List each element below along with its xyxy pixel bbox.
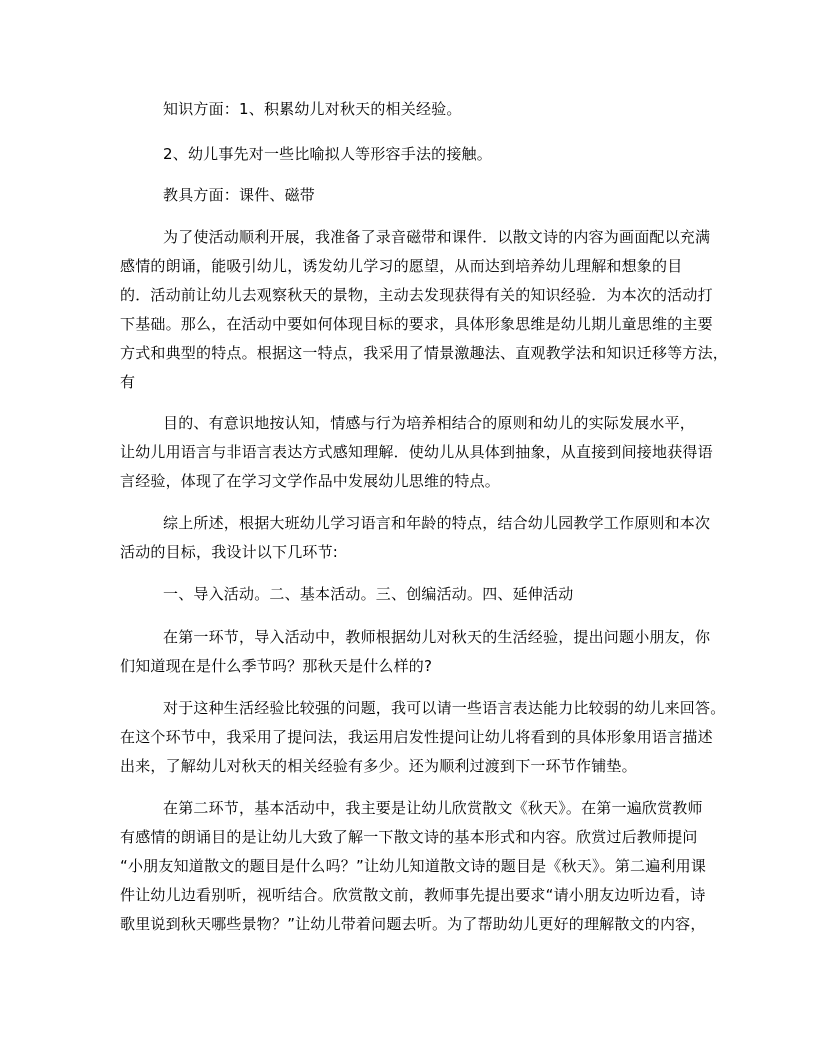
text-line: 歌里说到秋天哪些景物？”让幼儿带着问题去听。为了帮助幼儿更好的理解散文的内容， [120, 915, 706, 933]
text-line: 件让幼儿边看别听，视听结合。欣赏散文前，教师事先提出要求“请小朋友边听边看，诗 [120, 886, 706, 904]
text-line: 在第一环节，导入活动中，教师根据幼儿对秋天的生活经验，提出问题小朋友，你 [163, 628, 711, 646]
text-line: 为了使活动顺利开展，我准备了录音磁带和课件．以散文诗的内容为画面配以充满 [163, 228, 711, 246]
text-line: 言经验，体现了在学习文学作品中发展幼儿思维的特点。 [120, 472, 501, 490]
text-line: 知识方面：1、积累幼儿对秋天的相关经验。 [163, 100, 462, 118]
text-line: 一、导入活动。二、基本活动。三、创编活动。四、延伸活动 [163, 585, 574, 603]
text-line: “小朋友知道散文的题目是什么吗？”让幼儿知道散文诗的题目是《秋天》。第二遍利用课 [120, 857, 707, 875]
text-line: 教具方面：课件、磁带 [163, 186, 316, 204]
text-line: 下基础。那么，在活动中要如何体现目标的要求，具体形象思维是幼儿期儿童思维的主要 [120, 315, 713, 333]
text-line: 有感情的朗诵目的是让幼儿大致了解一下散文诗的基本形式和内容。欣赏过后教师提问 [120, 828, 698, 846]
text-line: 有 [120, 373, 136, 391]
text-line: 出来，了解幼儿对秋天的相关经验有多少。还为顺利过渡到下一环节作铺垫。 [120, 757, 637, 775]
text-line: 活动的目标，我设计以下几环节: [120, 543, 339, 561]
text-line: 的．活动前让幼儿去观察秋天的景物，主动去发现获得有关的知识经验．为本次的活动打 [120, 286, 713, 304]
text-line: 2、幼儿事先对一些比喻拟人等形容手法的接触。 [163, 145, 492, 163]
text-line: 在这个环节中，我采用了提问法，我运用启发性提问让幼儿将看到的具体形象用语言描述 [120, 728, 713, 746]
text-line: 让幼儿用语言与非语言表达方式感知理解．使幼儿从具体到抽象，从直接到间接地获得语 [120, 443, 713, 461]
text-line: 们知道现在是什么季节吗？那秋天是什么样的? [120, 657, 433, 675]
text-line: 对于这种生活经验比较强的问题，我可以请一些语言表达能力比较弱的幼儿来回答。 [163, 699, 726, 717]
text-line: 在第二环节，基本活动中，我主要是让幼儿欣赏散文《秋天》。在第一遍欣赏教师 [163, 799, 703, 817]
text-line: 综上所述，根据大班幼儿学习语言和年龄的特点，结合幼儿园教学工作原则和本次 [163, 514, 711, 532]
text-line: 方式和典型的特点。根据这一特点，我采用了情景激趣法、直观教学法和知识迁移等方法， [120, 344, 729, 362]
text-line: 感情的朗诵，能吸引幼儿，诱发幼儿学习的愿望，从而达到培养幼儿理解和想象的目 [120, 257, 683, 275]
text-line: 目的、有意识地按认知，情感与行为培养相结合的原则和幼儿的实际发展水平， [163, 414, 696, 432]
